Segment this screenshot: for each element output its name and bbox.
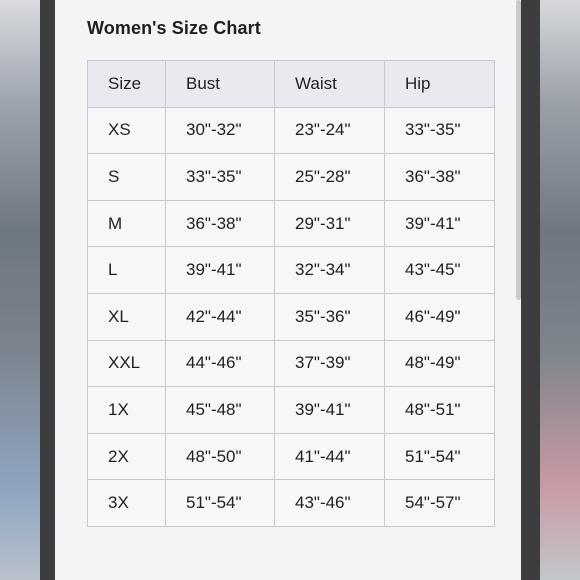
- bust-cell: 51"-54": [166, 480, 275, 527]
- column-header-size: Size: [88, 61, 166, 108]
- table-row: [88, 480, 495, 527]
- hip-cell: 33"-35": [385, 107, 495, 154]
- bust-cell: 39"-41": [166, 247, 275, 294]
- waist-cell: 39"-41": [275, 387, 385, 434]
- hip-cell: 46"-49": [385, 293, 495, 340]
- bust-cell: 48"-50": [166, 433, 275, 480]
- size-cell: XS: [88, 107, 166, 154]
- waist-cell: 32"-34": [275, 247, 385, 294]
- waist-cell: 43"-46": [275, 480, 385, 527]
- table-header-row: [88, 61, 495, 108]
- table-row: [88, 154, 495, 201]
- size-cell: XL: [88, 293, 166, 340]
- hip-cell: 54"-57": [385, 480, 495, 527]
- background-right-edge: [540, 0, 580, 580]
- waist-cell: 29"-31": [275, 200, 385, 247]
- table-row: [88, 293, 495, 340]
- table-row: [88, 200, 495, 247]
- bust-cell: 45"-48": [166, 387, 275, 434]
- size-cell: L: [88, 247, 166, 294]
- hip-cell: 51"-54": [385, 433, 495, 480]
- waist-cell: 25"-28": [275, 154, 385, 201]
- waist-cell: 35"-36": [275, 293, 385, 340]
- size-cell: 2X: [88, 433, 166, 480]
- bust-cell: 42"-44": [166, 293, 275, 340]
- waist-cell: 23"-24": [275, 107, 385, 154]
- size-chart-table: [87, 60, 495, 527]
- waist-cell: 37"-39": [275, 340, 385, 387]
- waist-cell: 41"-44": [275, 433, 385, 480]
- hip-cell: 43"-45": [385, 247, 495, 294]
- hip-cell: 48"-49": [385, 340, 495, 387]
- device-frame: [40, 0, 540, 580]
- column-header-hip: Hip: [385, 61, 495, 108]
- size-cell: M: [88, 200, 166, 247]
- size-chart-panel: [55, 0, 521, 580]
- table-row: [88, 107, 495, 154]
- table-row: [88, 433, 495, 480]
- table-row: [88, 387, 495, 434]
- size-cell: 3X: [88, 480, 166, 527]
- size-cell: 1X: [88, 387, 166, 434]
- column-header-waist: Waist: [275, 61, 385, 108]
- page-title: Women's Size Chart: [87, 18, 261, 38]
- table-row: [88, 247, 495, 294]
- table-row: [88, 340, 495, 387]
- column-header-bust: Bust: [166, 61, 275, 108]
- size-cell: XXL: [88, 340, 166, 387]
- hip-cell: 48"-51": [385, 387, 495, 434]
- size-cell: S: [88, 154, 166, 201]
- bust-cell: 36"-38": [166, 200, 275, 247]
- table-body: [88, 107, 495, 526]
- bust-cell: 33"-35": [166, 154, 275, 201]
- bust-cell: 44"-46": [166, 340, 275, 387]
- background-left-edge: [0, 0, 40, 580]
- scrollbar-thumb[interactable]: [516, 0, 521, 300]
- hip-cell: 39"-41": [385, 200, 495, 247]
- bust-cell: 30"-32": [166, 107, 275, 154]
- hip-cell: 36"-38": [385, 154, 495, 201]
